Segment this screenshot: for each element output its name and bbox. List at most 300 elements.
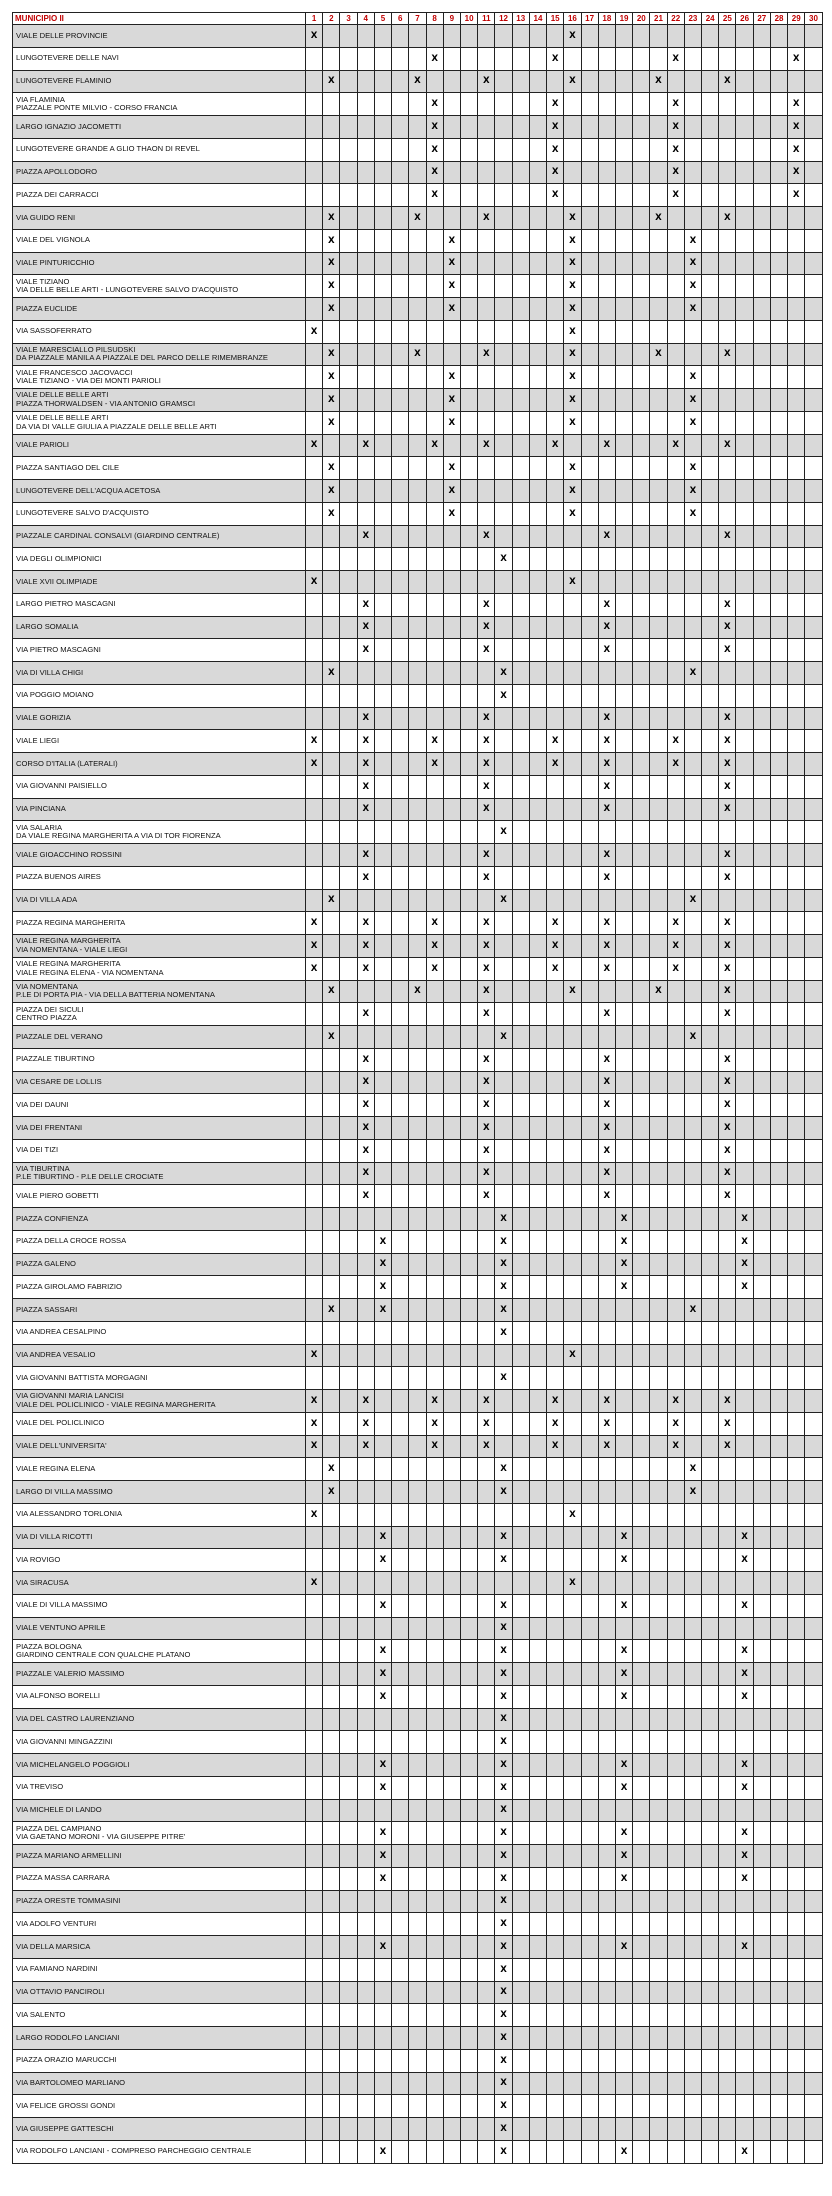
- street-name: [13, 1412, 306, 1435]
- scheduled-mark: X: [598, 1003, 615, 1026]
- empty-cell: [702, 935, 719, 958]
- day-header: 20: [633, 13, 650, 25]
- empty-cell: [529, 1936, 546, 1959]
- empty-cell: [426, 275, 443, 298]
- empty-cell: [374, 1981, 391, 2004]
- empty-cell: [736, 2027, 753, 2050]
- empty-cell: [719, 320, 736, 343]
- empty-cell: [426, 1048, 443, 1071]
- empty-cell: [512, 298, 529, 321]
- empty-cell: [770, 1117, 787, 1140]
- empty-cell: [598, 1572, 615, 1595]
- empty-cell: [374, 1390, 391, 1413]
- empty-cell: [460, 1344, 477, 1367]
- empty-cell: [684, 2004, 701, 2027]
- empty-cell: [719, 1594, 736, 1617]
- empty-cell: [719, 662, 736, 685]
- empty-cell: [615, 1458, 632, 1481]
- empty-cell: [426, 1594, 443, 1617]
- table-row: [13, 593, 823, 616]
- empty-cell: [564, 1981, 581, 2004]
- empty-cell: [357, 116, 374, 139]
- empty-cell: [529, 1208, 546, 1231]
- empty-cell: [323, 571, 340, 594]
- empty-cell: [478, 138, 495, 161]
- empty-cell: [443, 1026, 460, 1049]
- empty-cell: [702, 275, 719, 298]
- empty-cell: [736, 593, 753, 616]
- empty-cell: [753, 2095, 770, 2118]
- empty-cell: [409, 1435, 426, 1458]
- empty-cell: [702, 138, 719, 161]
- empty-cell: [633, 1663, 650, 1686]
- empty-cell: [409, 502, 426, 525]
- empty-cell: [306, 1094, 323, 1117]
- empty-cell: [529, 1685, 546, 1708]
- empty-cell: [650, 1481, 667, 1504]
- empty-cell: [719, 1549, 736, 1572]
- empty-cell: [547, 1890, 564, 1913]
- empty-cell: [805, 1822, 822, 1845]
- empty-cell: [615, 1071, 632, 1094]
- table-row: [13, 1458, 823, 1481]
- empty-cell: [409, 1754, 426, 1777]
- street-name-line: LARGO DI VILLA MASSIMO: [16, 1486, 113, 1496]
- empty-cell: [719, 1958, 736, 1981]
- empty-cell: [512, 434, 529, 457]
- empty-cell: [650, 616, 667, 639]
- empty-cell: [736, 1481, 753, 1504]
- empty-cell: [529, 2095, 546, 2118]
- empty-cell: [788, 980, 805, 1003]
- empty-cell: [770, 1981, 787, 2004]
- empty-cell: [547, 571, 564, 594]
- empty-cell: [529, 730, 546, 753]
- scheduled-mark: X: [443, 480, 460, 503]
- empty-cell: [667, 1071, 684, 1094]
- empty-cell: [409, 320, 426, 343]
- empty-cell: [529, 957, 546, 980]
- empty-cell: [512, 798, 529, 821]
- scheduled-mark: X: [547, 434, 564, 457]
- empty-cell: [788, 1208, 805, 1231]
- scheduled-mark: X: [306, 935, 323, 958]
- empty-cell: [547, 707, 564, 730]
- empty-cell: [306, 1162, 323, 1185]
- empty-cell: [426, 1640, 443, 1663]
- scheduled-mark: X: [323, 366, 340, 389]
- empty-cell: [753, 2049, 770, 2072]
- empty-cell: [374, 389, 391, 412]
- empty-cell: [547, 25, 564, 48]
- street-name: [13, 320, 306, 343]
- empty-cell: [409, 1776, 426, 1799]
- empty-cell: [357, 343, 374, 366]
- empty-cell: [443, 1139, 460, 1162]
- empty-cell: [512, 366, 529, 389]
- empty-cell: [512, 1435, 529, 1458]
- empty-cell: [788, 1412, 805, 1435]
- empty-cell: [684, 753, 701, 776]
- empty-cell: [667, 889, 684, 912]
- empty-cell: [615, 707, 632, 730]
- street-name: [13, 2004, 306, 2027]
- table-row: [13, 957, 823, 980]
- empty-cell: [529, 1640, 546, 1663]
- empty-cell: [805, 593, 822, 616]
- street-name-line: VIALE TIZIANO: [16, 276, 70, 286]
- empty-cell: [529, 366, 546, 389]
- empty-cell: [512, 1321, 529, 1344]
- empty-cell: [340, 2049, 357, 2072]
- empty-cell: [770, 70, 787, 93]
- empty-cell: [684, 138, 701, 161]
- empty-cell: [547, 1867, 564, 1890]
- empty-cell: [478, 2072, 495, 2095]
- street-name: [13, 1958, 306, 1981]
- empty-cell: [495, 252, 512, 275]
- empty-cell: [719, 138, 736, 161]
- empty-cell: [598, 1799, 615, 1822]
- empty-cell: [460, 229, 477, 252]
- empty-cell: [323, 2027, 340, 2050]
- street-name: [13, 1481, 306, 1504]
- empty-cell: [443, 1617, 460, 1640]
- scheduled-mark: X: [719, 1048, 736, 1071]
- empty-cell: [357, 1253, 374, 1276]
- scheduled-mark: X: [357, 1185, 374, 1208]
- empty-cell: [770, 1481, 787, 1504]
- table-row: [13, 1253, 823, 1276]
- street-name: [13, 548, 306, 571]
- empty-cell: [684, 1117, 701, 1140]
- empty-cell: [564, 616, 581, 639]
- street-name: [13, 138, 306, 161]
- empty-cell: [426, 1026, 443, 1049]
- scheduled-mark: X: [650, 70, 667, 93]
- empty-cell: [529, 2140, 546, 2163]
- empty-cell: [633, 798, 650, 821]
- scheduled-mark: X: [736, 1776, 753, 1799]
- empty-cell: [357, 1867, 374, 1890]
- empty-cell: [736, 571, 753, 594]
- empty-cell: [702, 1208, 719, 1231]
- street-name: [13, 1526, 306, 1549]
- empty-cell: [323, 1162, 340, 1185]
- empty-cell: [736, 411, 753, 434]
- table-row: [13, 25, 823, 48]
- empty-cell: [443, 1458, 460, 1481]
- empty-cell: [788, 525, 805, 548]
- empty-cell: [374, 1412, 391, 1435]
- empty-cell: [426, 2095, 443, 2118]
- empty-cell: [547, 389, 564, 412]
- empty-cell: [547, 1549, 564, 1572]
- empty-cell: [684, 1526, 701, 1549]
- empty-cell: [702, 730, 719, 753]
- empty-cell: [788, 775, 805, 798]
- empty-cell: [770, 548, 787, 571]
- empty-cell: [357, 1685, 374, 1708]
- table-row: [13, 70, 823, 93]
- empty-cell: [650, 1822, 667, 1845]
- scheduled-mark: X: [323, 889, 340, 912]
- empty-cell: [392, 1822, 409, 1845]
- empty-cell: [374, 2027, 391, 2050]
- empty-cell: [719, 1253, 736, 1276]
- empty-cell: [598, 1936, 615, 1959]
- empty-cell: [770, 1776, 787, 1799]
- empty-cell: [512, 1617, 529, 1640]
- empty-cell: [529, 889, 546, 912]
- empty-cell: [598, 2118, 615, 2141]
- empty-cell: [598, 161, 615, 184]
- empty-cell: [770, 1230, 787, 1253]
- empty-cell: [805, 138, 822, 161]
- empty-cell: [443, 2072, 460, 2095]
- street-name-line: VIA RODOLFO LANCIANI - COMPRESO PARCHEGGIO CENTRALE: [16, 2146, 252, 2156]
- empty-cell: [374, 2095, 391, 2118]
- scheduled-mark: X: [564, 343, 581, 366]
- scheduled-mark: X: [598, 730, 615, 753]
- scheduled-mark: X: [357, 1390, 374, 1413]
- empty-cell: [529, 1708, 546, 1731]
- empty-cell: [357, 548, 374, 571]
- empty-cell: [633, 275, 650, 298]
- empty-cell: [512, 1731, 529, 1754]
- empty-cell: [667, 593, 684, 616]
- empty-cell: [598, 25, 615, 48]
- empty-cell: [512, 25, 529, 48]
- empty-cell: [323, 1731, 340, 1754]
- empty-cell: [684, 70, 701, 93]
- table-row: [13, 1344, 823, 1367]
- empty-cell: [323, 1253, 340, 1276]
- empty-cell: [443, 1754, 460, 1777]
- street-name: [13, 343, 306, 366]
- empty-cell: [805, 116, 822, 139]
- empty-cell: [306, 389, 323, 412]
- empty-cell: [788, 1526, 805, 1549]
- empty-cell: [581, 1708, 598, 1731]
- scheduled-mark: X: [426, 161, 443, 184]
- empty-cell: [409, 2027, 426, 2050]
- empty-cell: [340, 775, 357, 798]
- empty-cell: [443, 730, 460, 753]
- empty-cell: [323, 1208, 340, 1231]
- street-name-line: PIAZZA MARIANO ARMELLINI: [16, 1850, 122, 1860]
- empty-cell: [357, 93, 374, 116]
- empty-cell: [426, 1003, 443, 1026]
- empty-cell: [478, 548, 495, 571]
- empty-cell: [323, 320, 340, 343]
- empty-cell: [443, 1253, 460, 1276]
- empty-cell: [667, 1503, 684, 1526]
- scheduled-mark: X: [495, 2049, 512, 2072]
- empty-cell: [529, 2027, 546, 2050]
- day-header: 11: [478, 13, 495, 25]
- empty-cell: [598, 1299, 615, 1322]
- empty-cell: [340, 1754, 357, 1777]
- empty-cell: [770, 1299, 787, 1322]
- empty-cell: [788, 1276, 805, 1299]
- street-name-line: P.LE TIBURTINO - P.LE DELLE CROCIATE: [16, 1172, 164, 1182]
- empty-cell: [374, 1048, 391, 1071]
- table-row: [13, 1048, 823, 1071]
- empty-cell: [323, 1094, 340, 1117]
- empty-cell: [702, 2027, 719, 2050]
- empty-cell: [392, 1321, 409, 1344]
- empty-cell: [374, 821, 391, 844]
- empty-cell: [306, 1594, 323, 1617]
- empty-cell: [392, 1572, 409, 1595]
- empty-cell: [564, 184, 581, 207]
- empty-cell: [495, 980, 512, 1003]
- empty-cell: [753, 502, 770, 525]
- empty-cell: [374, 2072, 391, 2095]
- empty-cell: [357, 1640, 374, 1663]
- empty-cell: [598, 662, 615, 685]
- empty-cell: [770, 1253, 787, 1276]
- empty-cell: [684, 1685, 701, 1708]
- street-name-line: VIALE MARESCIALLO PILSUDSKI: [16, 344, 136, 354]
- scheduled-mark: X: [478, 1185, 495, 1208]
- empty-cell: [805, 1776, 822, 1799]
- empty-cell: [547, 1617, 564, 1640]
- empty-cell: [306, 1981, 323, 2004]
- empty-cell: [323, 821, 340, 844]
- empty-cell: [805, 93, 822, 116]
- empty-cell: [478, 480, 495, 503]
- empty-cell: [478, 1299, 495, 1322]
- table-row: [13, 1208, 823, 1231]
- empty-cell: [340, 1412, 357, 1435]
- empty-cell: [581, 662, 598, 685]
- empty-cell: [684, 935, 701, 958]
- empty-cell: [564, 1230, 581, 1253]
- empty-cell: [598, 1640, 615, 1663]
- empty-cell: [633, 1981, 650, 2004]
- scheduled-mark: X: [357, 866, 374, 889]
- empty-cell: [581, 866, 598, 889]
- empty-cell: [581, 1594, 598, 1617]
- scheduled-mark: X: [478, 1390, 495, 1413]
- empty-cell: [684, 1321, 701, 1344]
- empty-cell: [478, 389, 495, 412]
- empty-cell: [702, 1094, 719, 1117]
- empty-cell: [702, 1344, 719, 1367]
- empty-cell: [736, 753, 753, 776]
- scheduled-mark: X: [478, 707, 495, 730]
- table-row: [13, 298, 823, 321]
- day-header: 17: [581, 13, 598, 25]
- empty-cell: [306, 593, 323, 616]
- empty-cell: [770, 2072, 787, 2095]
- empty-cell: [340, 1117, 357, 1140]
- empty-cell: [340, 1822, 357, 1845]
- empty-cell: [633, 1776, 650, 1799]
- empty-cell: [650, 1185, 667, 1208]
- empty-cell: [736, 389, 753, 412]
- empty-cell: [426, 1299, 443, 1322]
- empty-cell: [495, 207, 512, 230]
- empty-cell: [805, 2140, 822, 2163]
- empty-cell: [392, 775, 409, 798]
- empty-cell: [805, 2072, 822, 2095]
- scheduled-mark: X: [357, 1139, 374, 1162]
- scheduled-mark: X: [426, 912, 443, 935]
- empty-cell: [736, 525, 753, 548]
- empty-cell: [564, 866, 581, 889]
- empty-cell: [650, 525, 667, 548]
- empty-cell: [392, 2140, 409, 2163]
- scheduled-mark: X: [443, 366, 460, 389]
- empty-cell: [529, 93, 546, 116]
- table-row: [13, 707, 823, 730]
- empty-cell: [564, 1412, 581, 1435]
- empty-cell: [633, 161, 650, 184]
- empty-cell: [581, 1026, 598, 1049]
- empty-cell: [426, 1230, 443, 1253]
- empty-cell: [788, 1026, 805, 1049]
- empty-cell: [495, 525, 512, 548]
- empty-cell: [598, 1731, 615, 1754]
- scheduled-mark: X: [684, 275, 701, 298]
- empty-cell: [633, 1230, 650, 1253]
- scheduled-mark: X: [357, 1003, 374, 1026]
- empty-cell: [460, 1776, 477, 1799]
- empty-cell: [392, 1731, 409, 1754]
- empty-cell: [702, 1185, 719, 1208]
- scheduled-mark: X: [323, 207, 340, 230]
- empty-cell: [323, 1435, 340, 1458]
- empty-cell: [460, 2118, 477, 2141]
- empty-cell: [615, 184, 632, 207]
- street-name-line: VIALE REGINA ELENA: [16, 1463, 96, 1473]
- empty-cell: [547, 1185, 564, 1208]
- empty-cell: [374, 684, 391, 707]
- empty-cell: [392, 1344, 409, 1367]
- table-row: [13, 1162, 823, 1185]
- empty-cell: [529, 1913, 546, 1936]
- scheduled-mark: X: [547, 161, 564, 184]
- empty-cell: [529, 593, 546, 616]
- empty-cell: [357, 366, 374, 389]
- empty-cell: [581, 1867, 598, 1890]
- empty-cell: [495, 935, 512, 958]
- empty-cell: [615, 525, 632, 548]
- empty-cell: [719, 229, 736, 252]
- empty-cell: [788, 366, 805, 389]
- empty-cell: [736, 1799, 753, 1822]
- empty-cell: [547, 1094, 564, 1117]
- empty-cell: [615, 298, 632, 321]
- empty-cell: [650, 25, 667, 48]
- empty-cell: [529, 1481, 546, 1504]
- empty-cell: [392, 138, 409, 161]
- scheduled-mark: X: [667, 434, 684, 457]
- scheduled-mark: X: [443, 389, 460, 412]
- empty-cell: [409, 2004, 426, 2027]
- empty-cell: [581, 1412, 598, 1435]
- table-row: [13, 1663, 823, 1686]
- empty-cell: [460, 320, 477, 343]
- street-name: [13, 1026, 306, 1049]
- table-row: [13, 1503, 823, 1526]
- empty-cell: [581, 275, 598, 298]
- empty-cell: [426, 1913, 443, 1936]
- empty-cell: [702, 684, 719, 707]
